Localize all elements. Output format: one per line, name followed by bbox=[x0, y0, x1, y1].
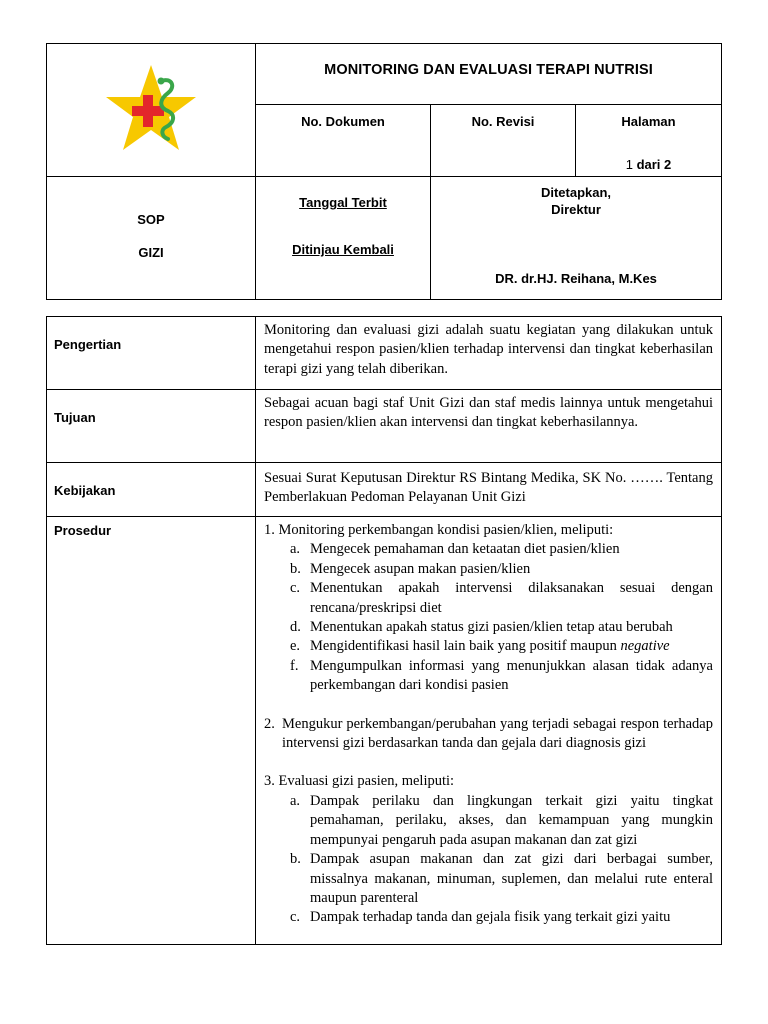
sub-item bbox=[264, 579, 713, 618]
procedure-item-3 bbox=[264, 772, 713, 927]
kebijakan-label: Kebijakan bbox=[47, 463, 256, 517]
sub-text: Mengumpulkan informasi yang menunjukkan alasan tidak adanya perkembangan dari kondisi pasien bbox=[310, 657, 713, 694]
row-kebijakan bbox=[47, 463, 722, 517]
sub-item bbox=[264, 618, 713, 637]
no-revisi-label: No. Revisi bbox=[431, 105, 576, 177]
procedure-item-2-text: Mengukur perkembangan/perubahan yang terjadi sebagai respon terhadap intervensi gizi berdasarkan tanda dan gejala dari diagnosis gizi bbox=[282, 715, 713, 752]
ditetapkan-block bbox=[431, 177, 721, 218]
procedure-item-1 bbox=[264, 521, 713, 696]
document-title: MONITORING DAN EVALUASI TERAPI NUTRISI bbox=[256, 44, 722, 105]
row-tujuan bbox=[47, 390, 722, 463]
signer-name: DR. dr.HJ. Reihana, M.Kes bbox=[495, 271, 657, 286]
kebijakan-text: Sesuai Surat Keputusan Direktur RS Bintang Medika, SK No. ……. Tentang Pemberlakuan Pedoman Pelayanan Unit Gizi bbox=[256, 463, 722, 517]
procedure-item-2-number: 2. bbox=[264, 715, 275, 732]
sop-cell bbox=[47, 177, 256, 300]
unit-label: GIZI bbox=[138, 245, 164, 260]
logo-cell bbox=[47, 44, 256, 177]
sub-text: Mengecek pemahaman dan ketaatan diet pasien/klien bbox=[310, 541, 620, 558]
sub-text: Menentukan apakah status gizi pasien/klien tetap atau berubah bbox=[310, 619, 673, 636]
sub-text: Dampak perilaku dan lingkungan terkait gizi yaitu tingkat pemahaman, perilaku, akses, dan kemampuan yang mungkin mempunyai pengaruh pada asupan makanan dan zat gizi bbox=[310, 792, 713, 848]
halaman-current: 1 bbox=[625, 157, 633, 172]
tujuan-label: Tujuan bbox=[47, 390, 256, 463]
procedure-item-1-number: 1. bbox=[264, 522, 275, 538]
sub-text: Dampak terhadap tanda dan gejala fisik yang terkait gizi yaitu bbox=[310, 909, 671, 926]
tanggal-terbit-label: Tanggal Terbit bbox=[299, 195, 387, 210]
procedure-item-2-heading bbox=[264, 715, 713, 754]
sub-marker: c. bbox=[290, 909, 301, 926]
tujuan-text: Sebagai acuan bagi staf Unit Gizi dan staf medis lainnya untuk mengetahui respon pasien/klien akan intervensi dan tingkat keberhasilannya. bbox=[256, 390, 722, 463]
procedure-item-3-number: 3. bbox=[264, 773, 275, 790]
prosedur-label: Prosedur bbox=[47, 517, 256, 945]
sub-item bbox=[264, 657, 713, 696]
halaman-total: dari 2 bbox=[632, 157, 672, 172]
sub-marker: a. bbox=[290, 541, 301, 558]
procedure-item-1-text: Monitoring perkembangan kondisi pasien/klien, meliputi: bbox=[278, 522, 614, 538]
sub-marker: a. bbox=[290, 792, 301, 809]
halaman-cell bbox=[576, 105, 722, 177]
procedure-item-1-sublist bbox=[264, 540, 713, 695]
halaman-value bbox=[576, 157, 721, 172]
sub-marker: e. bbox=[290, 638, 301, 655]
sub-item bbox=[264, 637, 713, 656]
sub-item bbox=[264, 908, 713, 927]
procedure-list bbox=[264, 521, 713, 928]
header-table bbox=[46, 43, 722, 300]
tanggal-cell bbox=[256, 177, 431, 300]
sub-text-italic: negative bbox=[620, 638, 670, 655]
sub-item bbox=[264, 850, 713, 908]
ditetapkan-line2: Direktur bbox=[551, 202, 601, 217]
row-prosedur bbox=[47, 517, 722, 945]
logo-snake-head bbox=[158, 77, 165, 84]
no-dokumen-label: No. Dokumen bbox=[256, 105, 431, 177]
hospital-star-logo bbox=[98, 63, 204, 153]
sub-text: Dampak asupan makanan dan zat gizi dari berbagai sumber, missalnya makanan, minuman, suplemen, dan melalui rute enteral maupun parenteral bbox=[310, 851, 713, 906]
sub-marker: f. bbox=[290, 657, 299, 674]
sub-marker: b. bbox=[290, 560, 301, 577]
sub-marker: c. bbox=[290, 580, 301, 597]
sub-item bbox=[264, 540, 713, 559]
pengertian-text: Monitoring dan evaluasi gizi adalah suatu kegiatan yang dilakukan untuk mengetahui respon pasien/klien terhadap intervensi dan tingkat keberhasilan terapi gizi yang telah diberikan. bbox=[256, 317, 722, 390]
procedure-item-2 bbox=[264, 715, 713, 754]
ditetapkan-cell bbox=[431, 177, 722, 300]
sub-item bbox=[264, 792, 713, 850]
pengertian-label: Pengertian bbox=[47, 317, 256, 390]
sub-text: Mengidentifikasi hasil lain baik yang positif maupun bbox=[310, 638, 621, 655]
sop-label: SOP bbox=[137, 212, 165, 227]
logo-cross-horizontal bbox=[132, 106, 164, 116]
sop-content-table bbox=[46, 316, 722, 945]
sub-marker: b. bbox=[290, 851, 301, 868]
ditinjau-kembali-label: Ditinjau Kembali bbox=[292, 242, 394, 257]
sub-marker: d. bbox=[290, 619, 301, 636]
procedure-item-3-text: Evaluasi gizi pasien, meliputi: bbox=[278, 773, 455, 790]
procedure-item-3-sublist bbox=[264, 792, 713, 928]
procedure-item-3-heading bbox=[264, 772, 713, 791]
ditetapkan-line1: Ditetapkan, bbox=[540, 185, 612, 200]
row-pengertian bbox=[47, 317, 722, 390]
sub-item bbox=[264, 560, 713, 579]
sub-text: Mengecek asupan makan pasien/klien bbox=[310, 560, 531, 577]
procedure-item-1-heading bbox=[264, 521, 713, 540]
prosedur-content bbox=[256, 517, 722, 945]
sub-text: Menentukan apakah intervensi dilaksanakan sesuai dengan rencana/preskripsi diet bbox=[310, 580, 713, 616]
halaman-label: Halaman bbox=[621, 114, 676, 129]
